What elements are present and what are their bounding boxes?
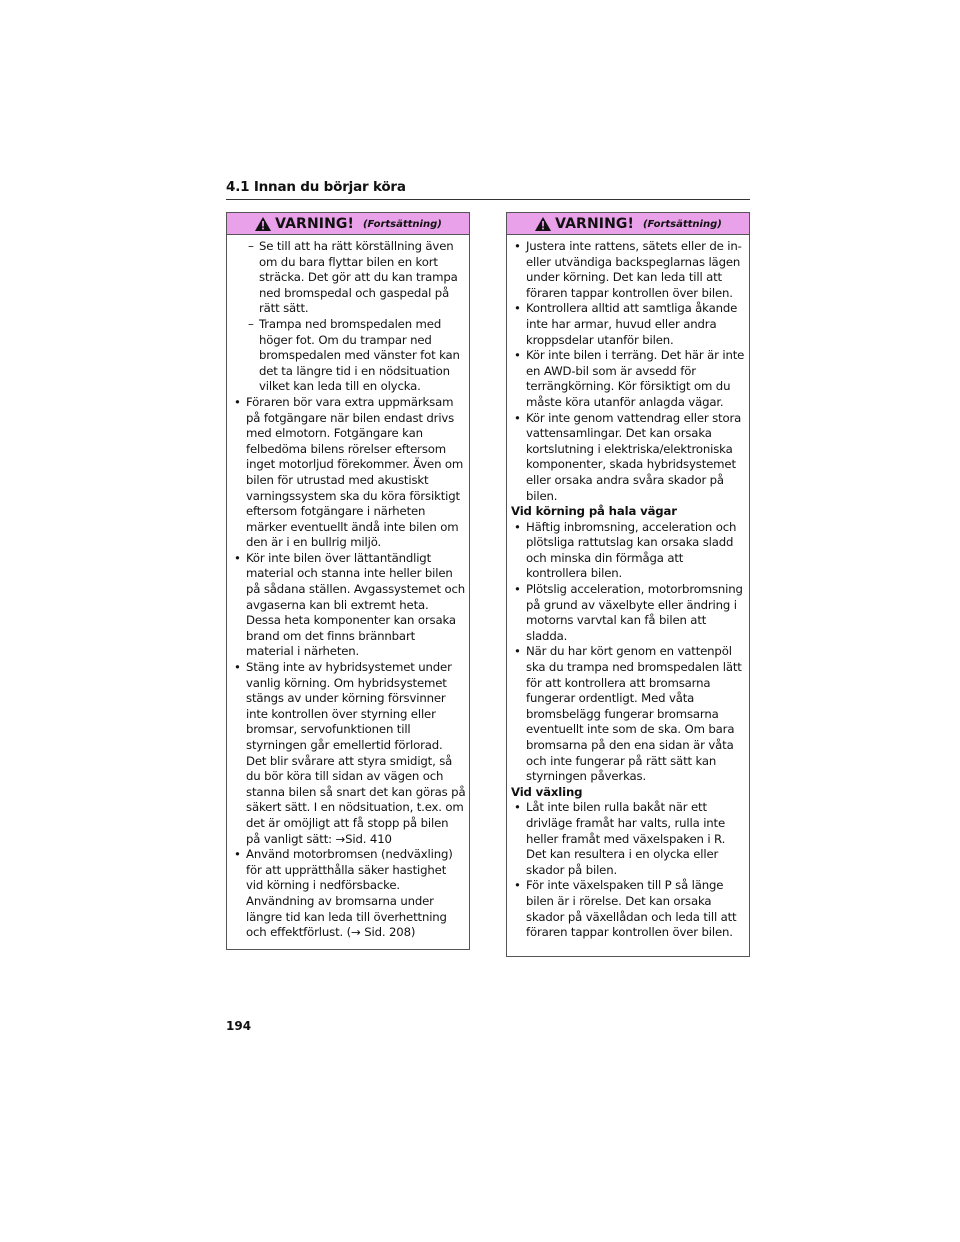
list-item: • För inte växelspaken till P så länge bilen är i rörelse. Det kan orsaka skador på växellådan och leda till att föraren tappar kontrollen över bilen. — [511, 878, 746, 940]
list-item: • Använd motorbromsen (nedväxling) för att upprätthålla säker hastighet vid körning i nedförsbacke. Användning av bromsarna under längre tid kan leda till överhettning och effektförlust. (→ Sid. 208) — [231, 847, 466, 941]
list-item: • Häftig inbromsning, acceleration och plötsliga rattutslag kan orsaka sladd och minska din förmåga att kontrollera bilen. — [511, 520, 746, 582]
list-item: • Kör inte bilen över lättantändligt material och stanna inte heller bilen på sådana ställen. Avgassystemet och avgaserna kan bli extremt heta. Dessa heta komponenter kan orsaka brand om det finns brännbart material i närheten. — [231, 551, 466, 660]
section-divider — [226, 199, 750, 200]
warning-continued: (Fortsättning) — [362, 219, 442, 230]
list-item: • När du har kört genom en vattenpöl ska du trampa ned bromspedalen lätt för att kontrollera att bromsarna fungerar ordentligt. Med våta bromsbelägg fungerar bromsarna eventuellt inte som de ska. Om bara bromsarna på den ena sidan är våta och inte fungerar på rätt sätt kan styrningen påverkas. — [511, 644, 746, 784]
list-item: • Föraren bör vara extra uppmärksam på fotgängare när bilen endast drivs med elmotorn. Fotgängare kan felbedöma bilens rörelser eftersom inget motorljud förekommer. Även om bilen för utrustad med akustiskt varningssystem ska du köra försiktigt eftersom fotgängare i närheten märker eventuellt ändå inte bilen om den är i en bullrig miljö. — [231, 395, 466, 551]
list-item: • Kör inte bilen i terräng. Det här är inte en AWD-bil som är avsedd för terrängkörning. Kör försiktigt om du måste köra utanför anlagda vägar. — [511, 348, 746, 410]
list-item: • Plötslig acceleration, motorbromsning på grund av växelbyte eller ändring i motorns varvtal kan få bilen att sladda. — [511, 582, 746, 644]
warning-header — [507, 213, 749, 235]
warning-triangle-icon — [254, 216, 272, 232]
warning-body-left — [227, 235, 469, 941]
warning-label: VARNING! — [555, 215, 634, 232]
page-number: 194 — [226, 1019, 252, 1033]
list-item: • Justera inte rattens, sätets eller de in- eller utvändiga backspeglarnas lägen under körning. Det kan leda till att föraren tappar kontrollen över bilen. — [511, 239, 746, 301]
warning-body-right — [507, 235, 749, 941]
list-item: • Kör inte genom vattendrag eller stora vattensamlingar. Det kan orsaka kortslutning i elektriska/elektroniska komponenter, skada hybridsystemet eller orsaka andra svåra skador på bilen. — [511, 411, 746, 505]
warning-box-right — [506, 212, 750, 957]
list-item: • Låt inte bilen rulla bakåt när ett drivläge framåt har valts, rulla inte heller framåt med växelspaken i R. Det kan resultera i en olycka eller skador på bilen. — [511, 800, 746, 878]
list-item: • Stäng inte av hybridsystemet under vanlig körning. Om hybridsystemet stängs av under körning försvinner inte kontrollen över styrning eller bromsar, servofunktionen till styrningen går emellertid förlorad. Det blir svårare att styra smidigt, så du bör köra till sidan av vägen och stanna bilen så snart det kan göras på säkert sätt. I en nödsituation, t.ex. om det är omöjligt att få stopp på bilen på vanligt sätt: →Sid. 410 — [231, 660, 466, 847]
section-title: 4.1 Innan du börjar köra — [226, 179, 406, 195]
section-heading: Vid växling — [511, 784, 583, 799]
sub-list-item: – Trampa ned bromspedalen med höger fot. Om du trampar ned bromspedalen med vänster fot kan det ta längre tid i en nödsituation vilket kan leda till en olycka. — [231, 317, 466, 395]
warning-label: VARNING! — [275, 215, 354, 232]
list-item: • Kontrollera alltid att samtliga åkande inte har armar, huvud eller andra kroppsdelar utanför bilen. — [511, 301, 746, 348]
section-heading: Vid körning på hala vägar — [511, 504, 677, 519]
warning-continued: (Fortsättning) — [642, 219, 722, 230]
warning-header — [227, 213, 469, 235]
sub-list-item: – Se till att ha rätt körställning även om du bara flyttar bilen en kort sträcka. Det gör att du kan trampa ned bromspedal och gaspedal på rätt sätt. — [231, 239, 466, 317]
warning-triangle-icon — [534, 216, 552, 232]
warning-box-left — [226, 212, 470, 950]
